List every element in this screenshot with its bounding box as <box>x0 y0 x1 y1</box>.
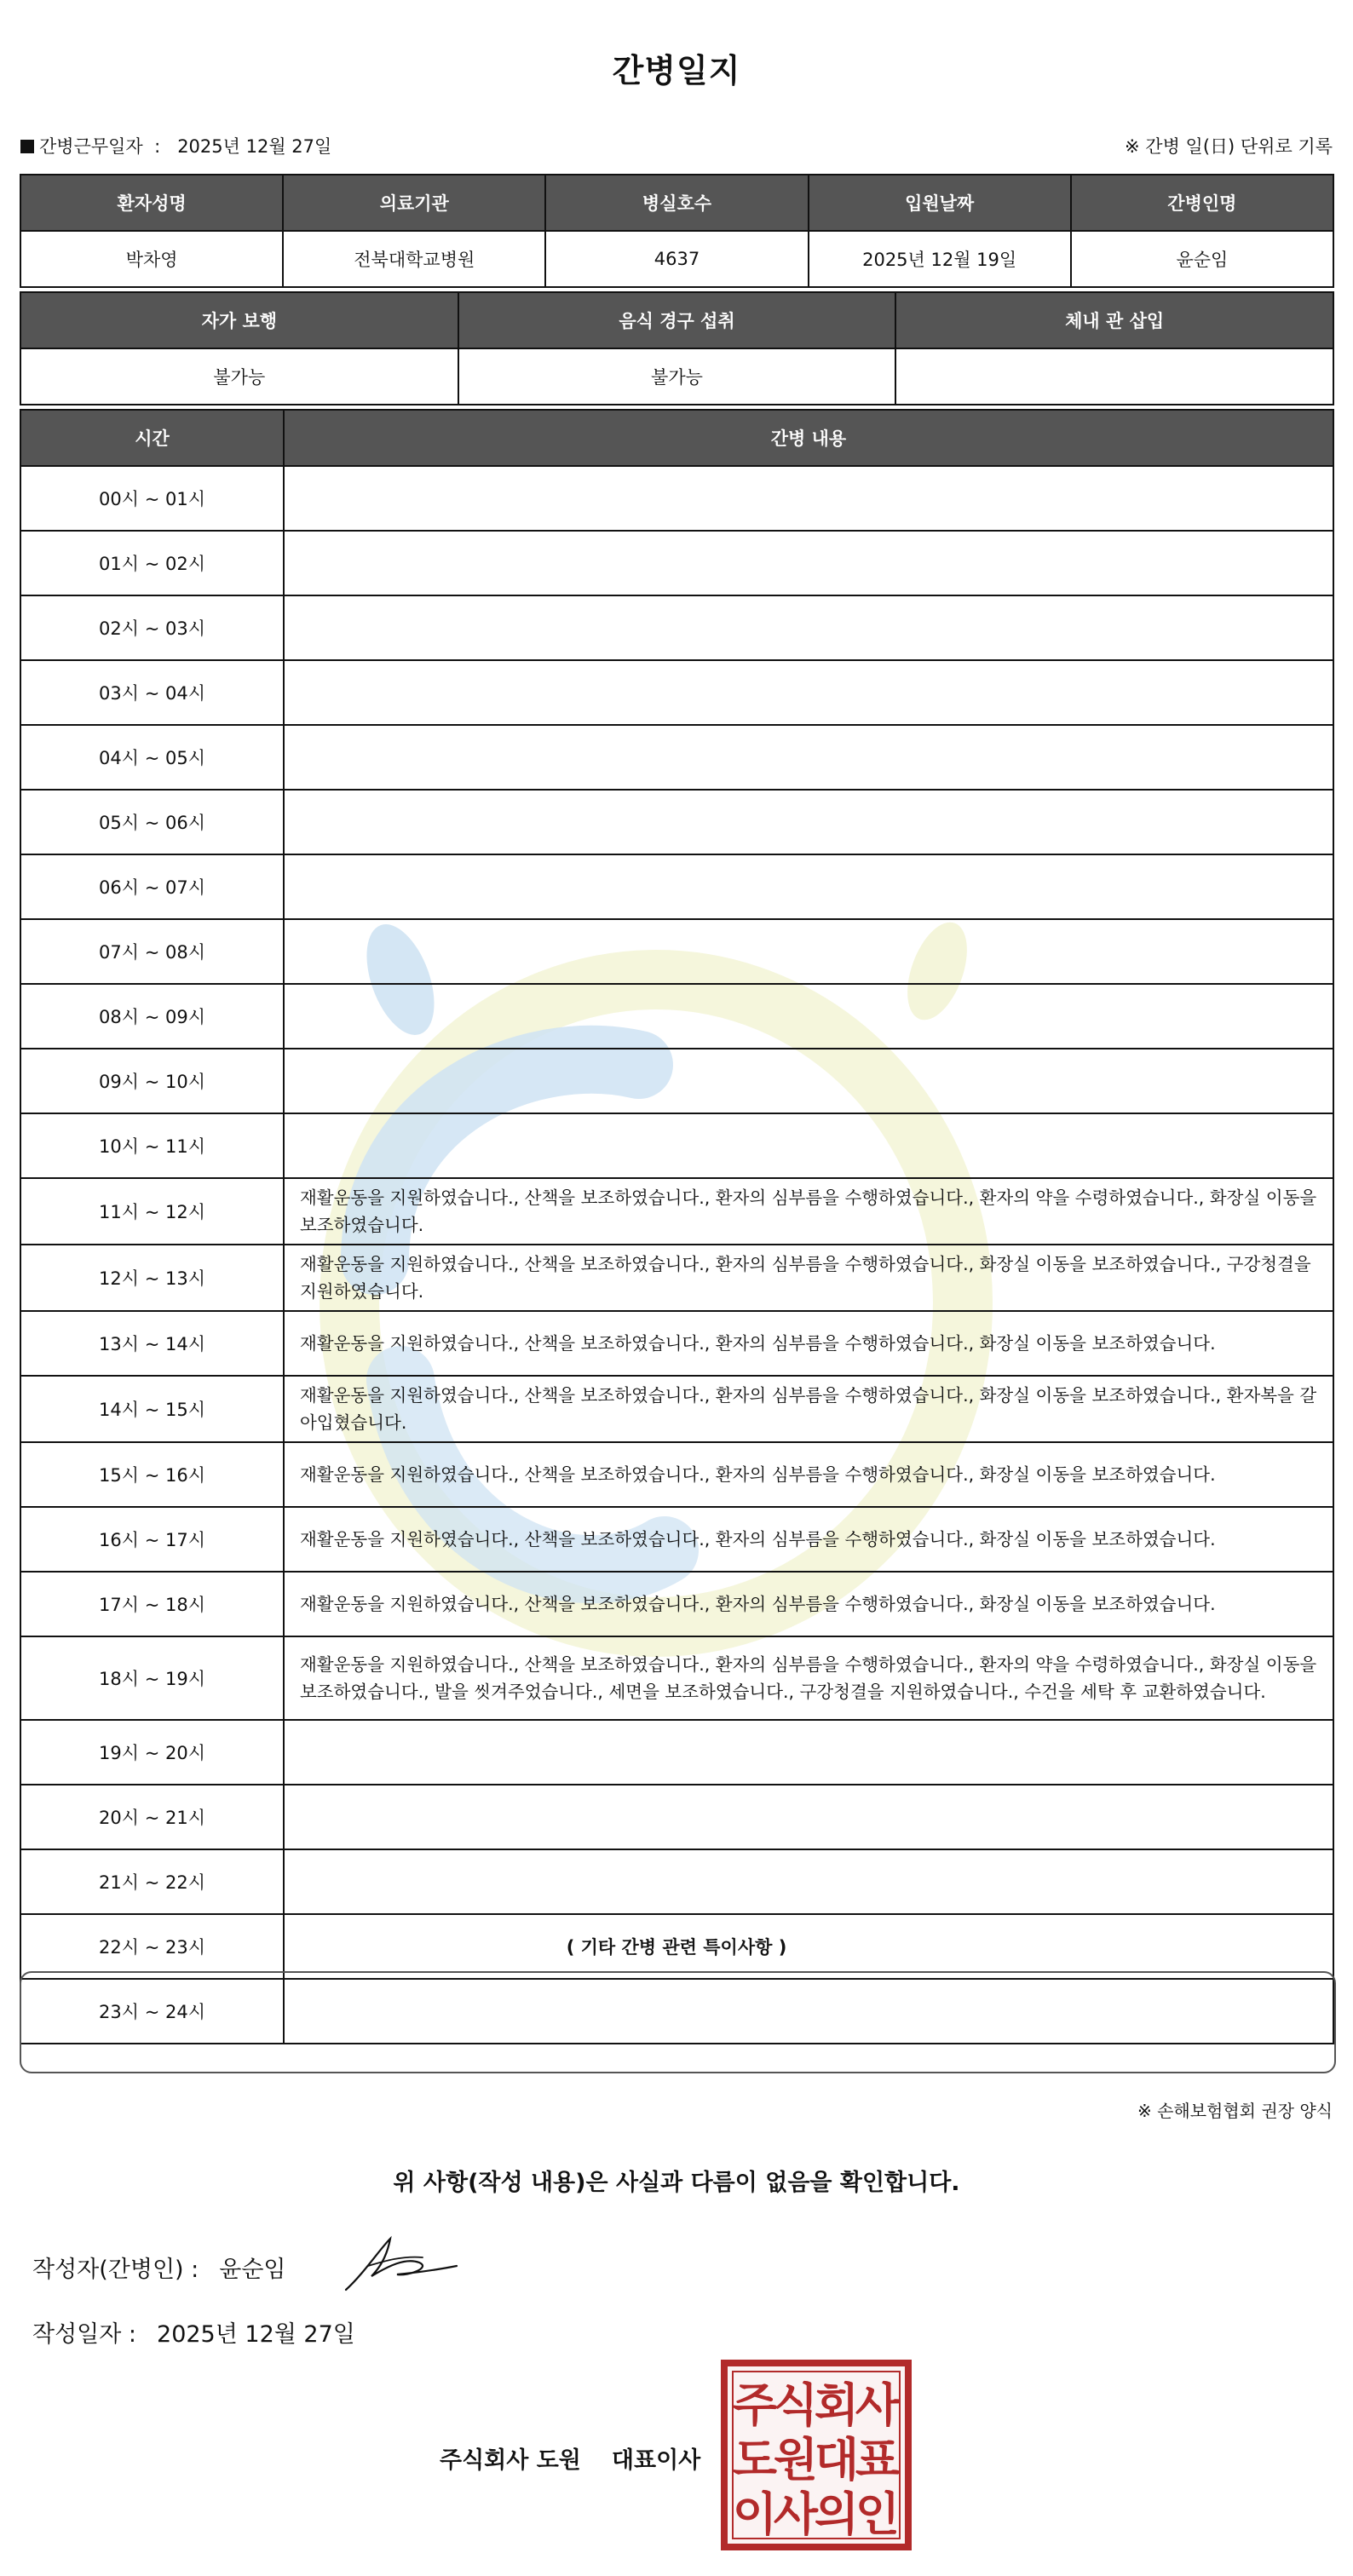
table-row <box>20 1572 1333 1636</box>
log-content <box>284 919 1333 984</box>
recommendation-note: ※ 손해보험협회 권장 양식 <box>1137 2101 1333 2121</box>
seal-char: 인 <box>855 2487 901 2541</box>
writer-label: 작성자(간병인) : <box>32 2257 199 2283</box>
table-row <box>20 919 1333 984</box>
log-content <box>284 660 1333 725</box>
admission-date: 2025년 12월 19일 <box>809 231 1071 287</box>
company-ceo-title: 대표이사 <box>611 2447 701 2474</box>
table-row <box>20 1785 1333 1849</box>
record-unit-note: ※ 간병 일(日) 단위로 기록 <box>1125 136 1333 157</box>
oral-intake-value: 불가능 <box>458 348 896 405</box>
log-time: 19시 ~ 20시 <box>20 1720 284 1785</box>
log-time: 09시 ~ 10시 <box>20 1049 284 1113</box>
seal-char: 대 <box>814 2433 860 2487</box>
hospital-name: 전북대학교병원 <box>283 231 545 287</box>
work-date-line <box>20 133 1333 162</box>
log-content <box>284 984 1333 1049</box>
table-row <box>20 1376 1333 1442</box>
table-row <box>20 790 1333 854</box>
log-time: 18시 ~ 19시 <box>20 1636 284 1720</box>
log-content <box>284 790 1333 854</box>
seal-char: 표 <box>855 2433 901 2487</box>
table-row <box>20 1311 1333 1376</box>
log-time: 08시 ~ 09시 <box>20 984 284 1049</box>
log-time: 23시 ~ 24시 <box>20 1979 284 2044</box>
table-row <box>20 1636 1333 1720</box>
log-time: 03시 ~ 04시 <box>20 660 284 725</box>
log-time: 14시 ~ 15시 <box>20 1376 284 1442</box>
log-content: 재활운동을 지원하였습니다., 산책을 보조하였습니다., 환자의 심부름을 수행하였습니다., 화장실 이동을 보조하였습니다. <box>284 1572 1333 1636</box>
log-time: 15시 ~ 16시 <box>20 1442 284 1507</box>
log-content: 재활운동을 지원하였습니다., 산책을 보조하였습니다., 환자의 심부름을 수행하였습니다., 화장실 이동을 보조하였습니다. <box>284 1311 1333 1376</box>
seal-char: 식 <box>773 2378 819 2432</box>
log-time: 05시 ~ 06시 <box>20 790 284 854</box>
log-time: 04시 ~ 05시 <box>20 725 284 790</box>
table-row <box>20 1178 1333 1245</box>
log-time: 10시 ~ 11시 <box>20 1113 284 1178</box>
patient-name: 박차영 <box>20 231 283 287</box>
log-content: 재활운동을 지원하였습니다., 산책을 보조하였습니다., 환자의 심부름을 수행하였습니다., 화장실 이동을 보조하였습니다. <box>284 1507 1333 1572</box>
log-content <box>284 1849 1333 1914</box>
seal-char: 주 <box>732 2378 778 2432</box>
page-title: 간병일지 <box>612 52 741 89</box>
header-caregiver-name: 간병인명 <box>1071 175 1333 231</box>
written-date-line <box>32 2315 355 2349</box>
log-content: 재활운동을 지원하였습니다., 산책을 보조하였습니다., 환자의 심부름을 수행하였습니다., 환자의 약을 수령하였습니다., 화장실 이동을 보조하였습니다., 발을 씻겨주었습니다., 세면을 보조하였습니다., 구강청결을 지원하였습니다., 수건을 세탁 후 교환하였습니다. <box>284 1636 1333 1720</box>
header-care-content: 간병 내용 <box>284 410 1333 466</box>
table-row <box>20 1049 1333 1113</box>
log-content <box>284 595 1333 660</box>
self-walking-value: 불가능 <box>20 348 458 405</box>
care-log-table <box>20 409 1334 2044</box>
seal-char: 도 <box>732 2433 778 2487</box>
square-bullet-icon <box>20 140 34 153</box>
header-patient-name: 환자성명 <box>20 175 283 231</box>
confirmation-statement: 위 사항(작성 내용)은 사실과 다름이 없음을 확인합니다. <box>393 2170 960 2196</box>
log-content <box>284 1113 1333 1178</box>
table-row <box>20 1442 1333 1507</box>
table-row <box>20 466 1333 531</box>
log-content <box>284 854 1333 919</box>
company-seal-icon <box>721 2360 912 2550</box>
notes-title: ( 기타 간병 관련 특이사항 ) <box>566 1937 787 1958</box>
seal-char: 회 <box>814 2378 860 2432</box>
company-line <box>440 2441 700 2475</box>
log-time: 12시 ~ 13시 <box>20 1245 284 1311</box>
log-time: 06시 ~ 07시 <box>20 854 284 919</box>
table-row <box>20 1245 1333 1311</box>
written-date-label: 작성일자 : <box>32 2321 137 2348</box>
company-name: 주식회사 도원 <box>440 2447 581 2474</box>
signature-icon <box>337 2232 462 2297</box>
table-row <box>20 1849 1333 1914</box>
header-self-walking: 자가 보행 <box>20 292 458 348</box>
notes-box <box>20 1971 1336 2073</box>
work-date-value: 2025년 12월 27일 <box>177 136 332 157</box>
table-row <box>20 595 1333 660</box>
log-time: 01시 ~ 02시 <box>20 531 284 595</box>
patient-status-table <box>20 291 1334 405</box>
seal-char: 원 <box>773 2433 819 2487</box>
written-date-value: 2025년 12월 27일 <box>157 2321 355 2348</box>
header-tube-insertion: 체내 관 삽입 <box>895 292 1333 348</box>
tube-insertion-value <box>895 348 1333 405</box>
seal-char: 의 <box>814 2487 860 2541</box>
table-row <box>20 1113 1333 1178</box>
seal-char: 사 <box>855 2378 901 2432</box>
table-row <box>20 531 1333 595</box>
room-number: 4637 <box>545 231 808 287</box>
log-content <box>284 466 1333 531</box>
caregiver-name: 윤순임 <box>1071 231 1333 287</box>
log-time: 21시 ~ 22시 <box>20 1849 284 1914</box>
log-content: 재활운동을 지원하였습니다., 산책을 보조하였습니다., 환자의 심부름을 수행하였습니다., 화장실 이동을 보조하였습니다., 구강청결을 지원하였습니다. <box>284 1245 1333 1311</box>
log-time: 07시 ~ 08시 <box>20 919 284 984</box>
log-content <box>284 1785 1333 1849</box>
work-date-separator: : <box>154 136 161 157</box>
table-row <box>20 984 1333 1049</box>
log-content <box>284 531 1333 595</box>
table-row <box>20 1507 1333 1572</box>
log-time: 22시 ~ 23시 <box>20 1914 284 1979</box>
log-content <box>284 1720 1333 1785</box>
log-time: 13시 ~ 14시 <box>20 1311 284 1376</box>
log-content <box>284 725 1333 790</box>
writer-line <box>32 2251 286 2284</box>
log-content: 재활운동을 지원하였습니다., 산책을 보조하였습니다., 환자의 심부름을 수행하였습니다., 환자의 약을 수령하였습니다., 화장실 이동을 보조하였습니다. <box>284 1178 1333 1245</box>
table-row <box>20 725 1333 790</box>
header-oral-intake: 음식 경구 섭취 <box>458 292 896 348</box>
log-content <box>284 1049 1333 1113</box>
seal-char: 이 <box>732 2487 778 2541</box>
log-content: 재활운동을 지원하였습니다., 산책을 보조하였습니다., 환자의 심부름을 수행하였습니다., 화장실 이동을 보조하였습니다. <box>284 1442 1333 1507</box>
header-room-number: 병실호수 <box>545 175 808 231</box>
header-hospital: 의료기관 <box>283 175 545 231</box>
header-admission-date: 입원날짜 <box>809 175 1071 231</box>
log-time: 17시 ~ 18시 <box>20 1572 284 1636</box>
log-content: 재활운동을 지원하였습니다., 산책을 보조하였습니다., 환자의 심부름을 수행하였습니다., 화장실 이동을 보조하였습니다., 환자복을 갈아입혔습니다. <box>284 1376 1333 1442</box>
writer-name: 윤순임 <box>219 2257 286 2283</box>
table-row <box>20 660 1333 725</box>
log-time: 00시 ~ 01시 <box>20 466 284 531</box>
log-time: 16시 ~ 17시 <box>20 1507 284 1572</box>
patient-info-table <box>20 174 1334 288</box>
header-time: 시간 <box>20 410 284 466</box>
notes-content <box>21 1973 1334 1997</box>
log-time: 02시 ~ 03시 <box>20 595 284 660</box>
seal-char: 사 <box>773 2487 819 2541</box>
table-row <box>20 854 1333 919</box>
work-date-label: 간병근무일자 <box>39 136 143 157</box>
log-time: 11시 ~ 12시 <box>20 1178 284 1245</box>
table-row <box>20 1720 1333 1785</box>
log-time: 20시 ~ 21시 <box>20 1785 284 1849</box>
